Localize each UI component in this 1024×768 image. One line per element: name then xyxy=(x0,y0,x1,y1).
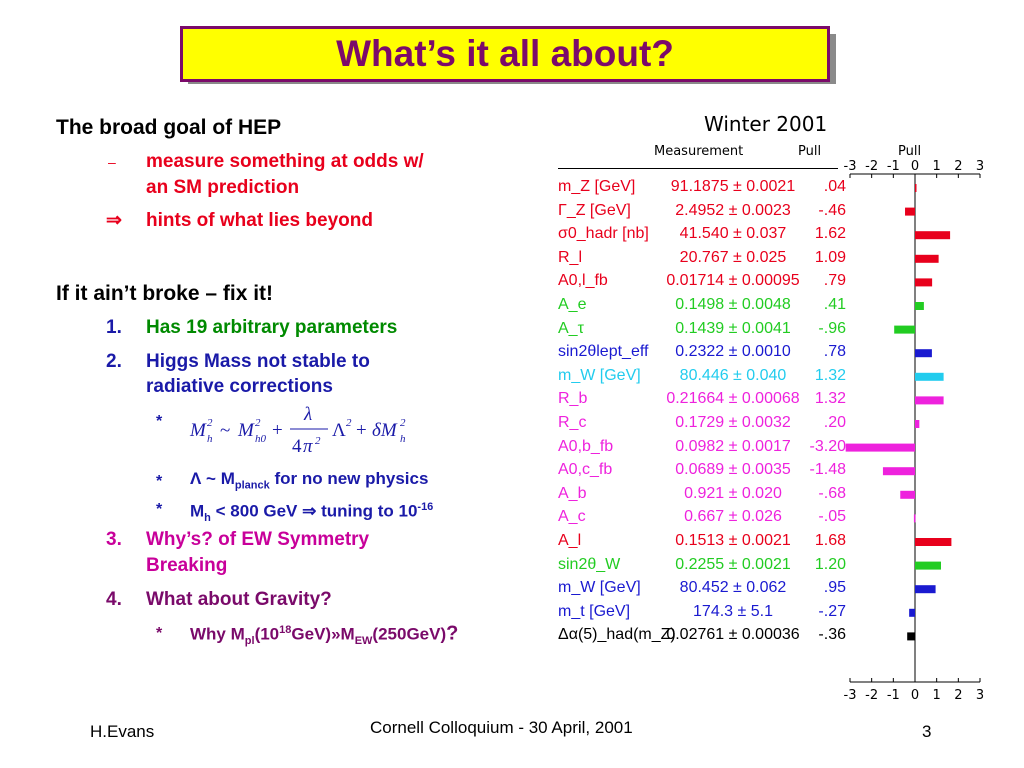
item-measure-line1: measure something at odds w/ xyxy=(146,151,424,172)
svg-text:+: + xyxy=(272,420,283,441)
svg-text:π: π xyxy=(303,436,313,456)
planck-sub: planck xyxy=(234,479,270,492)
svg-text:Λ: Λ xyxy=(332,420,346,441)
item-measure-line2: an SM prediction xyxy=(146,177,300,198)
pull-bar xyxy=(909,609,915,617)
tick-label-bottom: -1 xyxy=(886,688,900,703)
row-value: 91.1875 ± 0.0021 xyxy=(670,178,796,195)
pull-bar xyxy=(900,491,915,499)
row-value: 2.4952 ± 0.0023 xyxy=(675,201,791,219)
row-value: 80.446 ± 0.040 xyxy=(679,366,787,384)
svg-text:h: h xyxy=(207,433,213,445)
heading-broad-goal: The broad goal of HEP xyxy=(56,116,282,139)
star-bullet-why: * xyxy=(156,625,163,642)
tick-label-top: -2 xyxy=(865,159,879,174)
svg-text:+: + xyxy=(356,420,367,441)
pull-plot xyxy=(840,152,990,704)
point-ewsb-line1: Why’s? of EW Symmetry xyxy=(146,529,370,550)
tick-label-bottom: -2 xyxy=(865,688,879,703)
row-value: 0.01714 ± 0.00095 xyxy=(666,272,800,290)
row-pull: 1.32 xyxy=(814,366,846,384)
row-value: 0.0689 ± 0.0035 xyxy=(675,461,791,479)
implies-bullet: ⇒ xyxy=(106,210,122,231)
no-new-physics-text: for no new physics xyxy=(269,469,429,488)
rows-container xyxy=(558,178,848,668)
tick-label-bottom: -3 xyxy=(843,688,857,703)
chart-title: Winter 2001 xyxy=(704,112,828,136)
pull-bar xyxy=(914,514,916,522)
row-value: 41.540 ± 0.037 xyxy=(679,225,787,243)
svg-text:λ: λ xyxy=(304,404,313,425)
point-ewsb-line2: Breaking xyxy=(146,555,228,576)
measurement-row xyxy=(558,178,848,200)
tuning-sup: -16 xyxy=(417,501,434,513)
row-label: R_b xyxy=(558,390,588,408)
row-pull: .95 xyxy=(823,579,846,597)
row-value: 0.1439 ± 0.0041 xyxy=(675,319,791,337)
point-higgs-line1: Higgs Mass not stable to xyxy=(146,351,370,372)
gev-mew-text: GeV)»M xyxy=(291,624,355,644)
svg-text:2: 2 xyxy=(255,417,261,429)
row-label: A_e xyxy=(558,296,587,313)
row-label: sin2θlept_eff xyxy=(558,343,649,361)
pull-bar xyxy=(915,562,941,570)
row-pull: -1.48 xyxy=(809,461,846,479)
row-pull: -.96 xyxy=(818,319,846,337)
pull-bar xyxy=(915,538,951,546)
axis-pull-title: Pull xyxy=(898,144,922,159)
dash-bullet: – xyxy=(108,154,116,170)
row-pull: -.46 xyxy=(818,201,846,219)
pull-bar xyxy=(915,278,932,286)
row-label: m_W [GeV] xyxy=(558,579,641,597)
row-value: 0.921 ± 0.020 xyxy=(684,484,782,502)
title-box xyxy=(180,26,830,82)
lambda-planck-line xyxy=(190,467,428,497)
header-rule xyxy=(558,168,838,169)
row-label: σ0_hadr [nb] xyxy=(558,225,649,243)
star-bullet-eq: * xyxy=(156,413,163,430)
row-label: A_τ xyxy=(558,319,584,337)
tick-label-top: 0 xyxy=(910,159,920,174)
point-19-params: Has 19 arbitrary parameters xyxy=(146,317,398,338)
row-label: Γ_Z [GeV] xyxy=(558,201,631,219)
row-label: R_c xyxy=(558,414,587,431)
measurement-row xyxy=(558,320,848,342)
row-label: m_t [GeV] xyxy=(558,602,631,620)
why-planck-line xyxy=(190,618,458,653)
row-label: A0,c_fb xyxy=(558,461,613,479)
pull-bar xyxy=(915,349,932,357)
row-value: 0.1513 ± 0.0021 xyxy=(675,532,791,549)
row-value: 0.667 ± 0.026 xyxy=(684,508,782,526)
row-pull: .04 xyxy=(823,178,846,195)
pull-bar xyxy=(894,326,915,334)
row-pull: 1.68 xyxy=(814,532,846,549)
measurement-row xyxy=(558,532,848,554)
num-4: 4. xyxy=(106,589,122,610)
row-value: 0.1729 ± 0.0032 xyxy=(675,414,791,431)
row-label: Δα(5)_had(m_Z) xyxy=(558,626,676,644)
pull-bar xyxy=(915,396,944,404)
row-pull: -.05 xyxy=(818,508,846,526)
ew-sub: EW xyxy=(354,635,373,648)
row-label: A_l xyxy=(558,532,582,549)
row-value: 0.2255 ± 0.0021 xyxy=(675,555,791,573)
svg-text:2: 2 xyxy=(207,417,213,429)
measurement-row xyxy=(558,461,848,483)
measurement-row xyxy=(558,626,848,648)
row-pull: -.27 xyxy=(818,602,846,620)
pull-bar xyxy=(905,208,915,216)
row-pull: .41 xyxy=(823,296,846,313)
pull-bar xyxy=(907,632,915,640)
measurement-row xyxy=(558,249,848,271)
tick-label-top: -3 xyxy=(843,159,857,174)
measurement-row xyxy=(558,225,848,247)
heading-fix-it: If it ain’t broke – fix it! xyxy=(56,282,274,305)
tick-label-top: 3 xyxy=(975,159,985,174)
point-gravity: What about Gravity? xyxy=(146,589,332,610)
svg-text:M: M xyxy=(238,420,254,441)
footer-event: Cornell Colloquium - 30 April, 2001 xyxy=(370,718,633,737)
svg-text:h0: h0 xyxy=(255,433,266,445)
star-bullet-lambda: * xyxy=(156,473,163,490)
row-value: 0.1498 ± 0.0048 xyxy=(675,296,791,313)
row-pull: .20 xyxy=(823,414,846,431)
measurement-row xyxy=(558,556,848,578)
col-measurement-header: Measurement xyxy=(654,144,744,159)
mh-tuning-line xyxy=(190,495,433,530)
col-pull-header: Pull xyxy=(798,144,822,159)
point-higgs-line2: radiative corrections xyxy=(146,376,333,397)
pull-bar xyxy=(915,231,950,239)
row-pull: 1.62 xyxy=(814,225,846,243)
page-title: What’s it all about? xyxy=(336,33,674,74)
pull-bar xyxy=(846,444,915,452)
row-label: A0,l_fb xyxy=(558,272,608,290)
pull-bar xyxy=(915,255,939,263)
svg-text:4: 4 xyxy=(292,436,302,456)
row-label: sin2θ_W xyxy=(558,555,621,573)
row-pull: -.36 xyxy=(818,626,846,644)
measurement-row xyxy=(558,508,848,530)
ten18-sup: 18 xyxy=(279,624,292,636)
row-pull: .79 xyxy=(823,272,846,290)
why-text: Why M xyxy=(190,624,245,644)
measurement-row xyxy=(558,485,848,507)
pull-bar xyxy=(915,302,924,310)
item-hints: hints of what lies beyond xyxy=(146,210,373,231)
row-label: A_b xyxy=(558,484,587,502)
higgs-mass-equation xyxy=(186,404,436,456)
pull-chart xyxy=(550,108,990,703)
question-mark: ? xyxy=(446,622,459,645)
pull-bar xyxy=(915,184,917,192)
footer-page-number: 3 xyxy=(922,722,932,741)
row-pull: 1.32 xyxy=(814,390,846,408)
ten-text: (10 xyxy=(254,624,280,644)
row-value: 174.3 ± 5.1 xyxy=(693,602,773,620)
measurement-row xyxy=(558,296,848,318)
row-label: A0,b_fb xyxy=(558,437,614,455)
footer-author: H.Evans xyxy=(90,722,155,741)
tick-label-top: 2 xyxy=(954,159,963,174)
tick-label-bottom: 3 xyxy=(975,688,985,703)
mh-sub: h xyxy=(204,512,211,525)
svg-text:~: ~ xyxy=(220,420,231,441)
row-pull: 1.09 xyxy=(814,248,846,266)
row-pull: -.68 xyxy=(818,484,846,502)
tuning-text: < 800 GeV ⇒ tuning to 10 xyxy=(210,501,418,521)
row-label: R_l xyxy=(558,248,583,266)
tick-label-bottom: 2 xyxy=(954,688,963,703)
svg-text:2: 2 xyxy=(315,435,321,447)
row-value: 80.452 ± 0.062 xyxy=(679,579,787,597)
row-label: m_W [GeV] xyxy=(558,366,641,384)
pull-bar xyxy=(915,420,919,428)
measurement-row xyxy=(558,579,848,601)
row-pull: -3.20 xyxy=(809,437,846,455)
tick-label-bottom: 0 xyxy=(910,688,920,703)
tick-label-top: 1 xyxy=(932,159,941,174)
num-1: 1. xyxy=(106,317,122,338)
tick-label-top: -1 xyxy=(886,159,900,174)
measurement-row xyxy=(558,367,848,389)
measurement-row xyxy=(558,438,848,460)
pull-bar xyxy=(915,373,944,381)
star-bullet-mh: * xyxy=(156,501,163,518)
measurement-row xyxy=(558,603,848,625)
row-pull: 1.20 xyxy=(814,555,846,573)
pull-bar xyxy=(915,585,936,593)
measurement-row xyxy=(558,414,848,436)
num-2: 2. xyxy=(106,351,122,372)
measurement-row xyxy=(558,343,848,365)
row-value: 0.2322 ± 0.0010 xyxy=(675,343,791,361)
svg-text:h: h xyxy=(400,433,406,445)
row-value: 0.0982 ± 0.0017 xyxy=(675,437,791,455)
lambda-text: Λ ~ M xyxy=(190,469,235,488)
row-pull: .78 xyxy=(823,343,846,361)
measurement-row xyxy=(558,272,848,294)
svg-text:M: M xyxy=(190,420,206,441)
measurement-row xyxy=(558,202,848,224)
pl-sub: pl xyxy=(244,635,255,648)
svg-text:δM: δM xyxy=(372,420,397,441)
row-value: 0.02761 ± 0.00036 xyxy=(666,626,800,644)
measurement-row xyxy=(558,390,848,412)
svg-text:2: 2 xyxy=(400,417,406,429)
row-label: m_Z [GeV] xyxy=(558,178,636,195)
num-3: 3. xyxy=(106,529,122,550)
pull-bar xyxy=(883,467,915,475)
tick-label-bottom: 1 xyxy=(932,688,941,703)
row-label: A_c xyxy=(558,508,586,526)
gev250-text: (250GeV) xyxy=(372,624,447,644)
row-value: 20.767 ± 0.025 xyxy=(679,248,787,266)
row-value: 0.21664 ± 0.00068 xyxy=(666,390,800,408)
mh-text: M xyxy=(190,501,205,521)
svg-text:2: 2 xyxy=(346,417,352,429)
